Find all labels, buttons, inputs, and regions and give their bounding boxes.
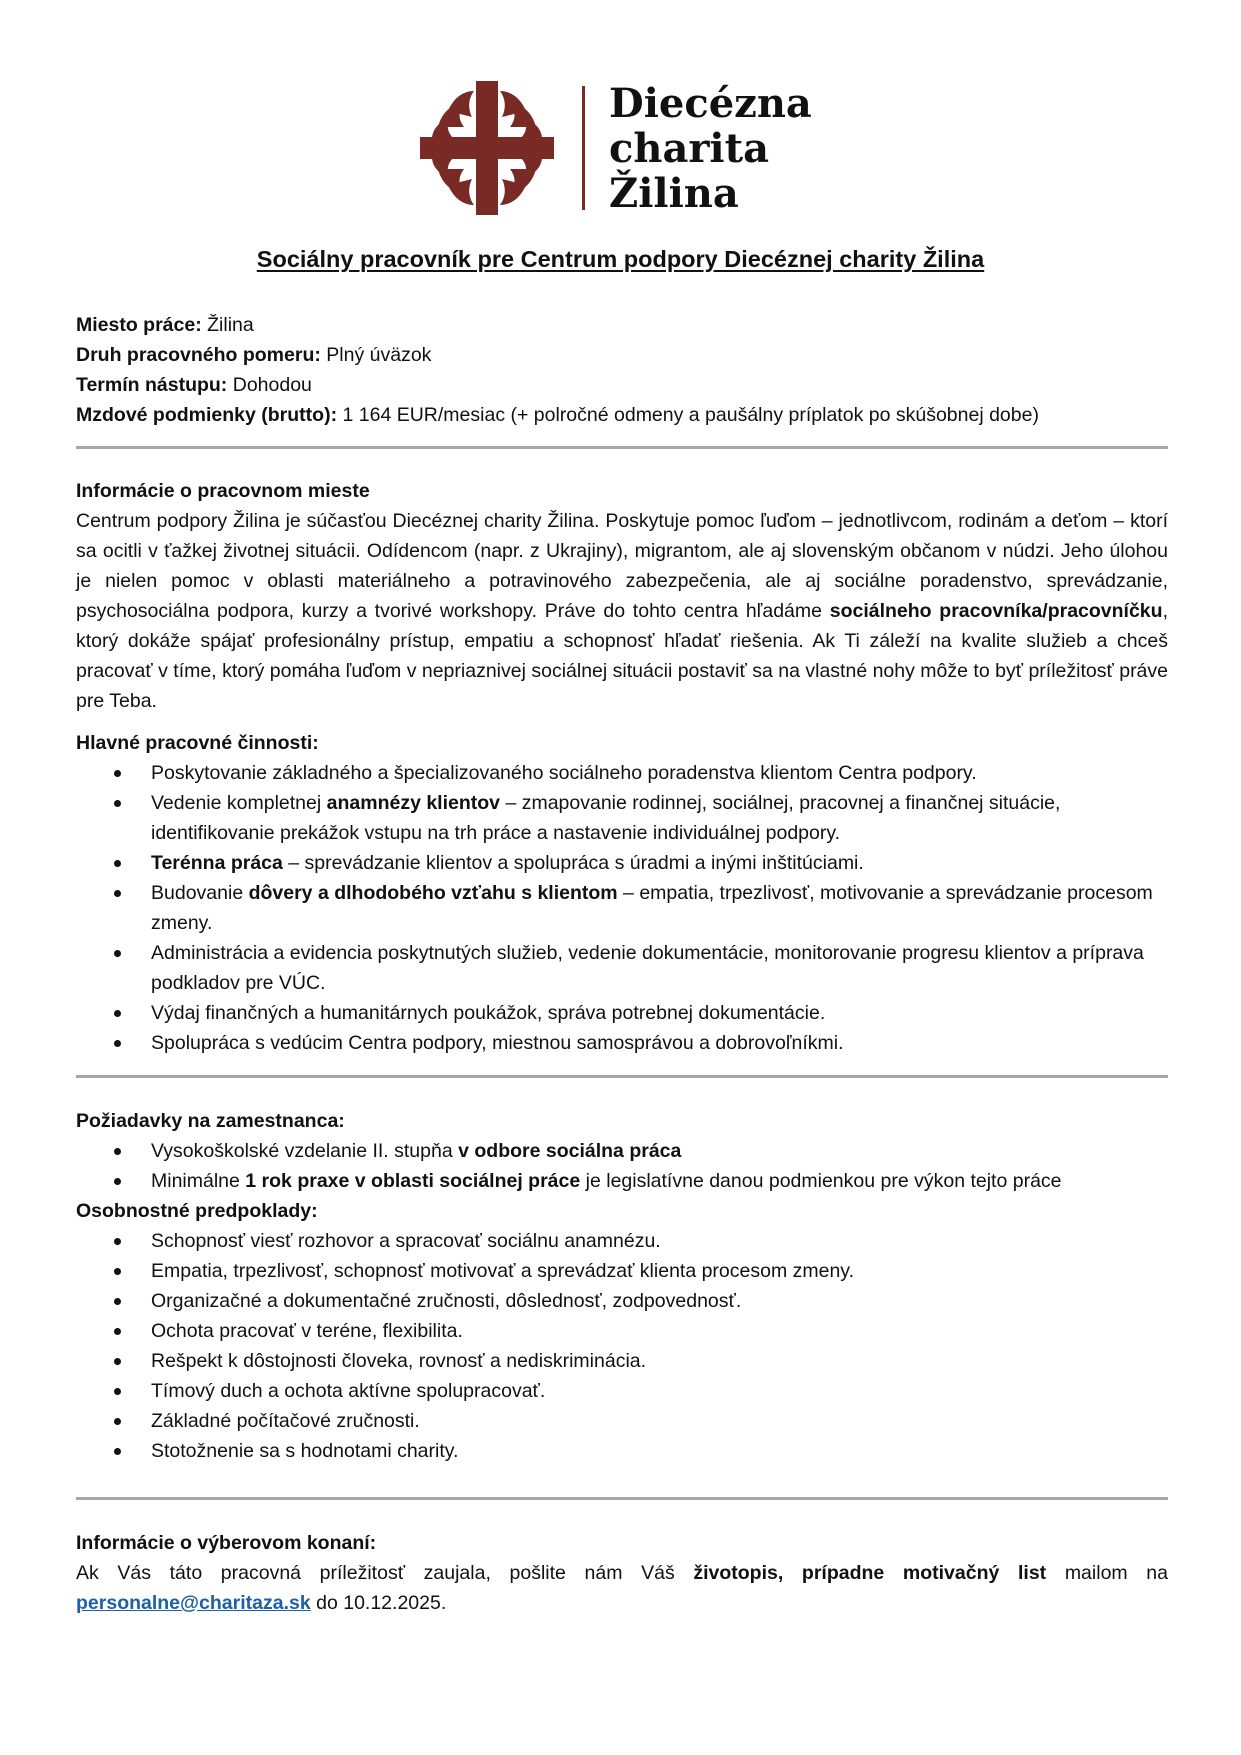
personal-list [76, 1226, 1168, 1466]
bullet-icon [114, 800, 121, 807]
selection-text: Ak Vás táto pracovná príležitosť zaujala, pošlite nám Váš [76, 1562, 694, 1584]
item-text: Poskytovanie základného a špecializovaného sociálneho poradenstva klientom Centra podpory. [151, 762, 977, 784]
list-item [76, 1286, 1168, 1316]
list-item [76, 1136, 1168, 1166]
bullet-icon [114, 1388, 121, 1395]
item-text: Základné počítačové zručnosti. [151, 1410, 420, 1432]
detail-value: 1 164 EUR/mesiac (+ polročné odmeny a paušálny príplatok po skúšobnej dobe) [337, 404, 1039, 426]
logo-divider [582, 86, 585, 210]
item-text: Vysokoškolské vzdelanie II. stupňa [151, 1140, 459, 1162]
list-item [76, 1226, 1168, 1256]
item-text: Rešpekt k dôstojnosti človeka, rovnosť a nediskriminácia. [151, 1350, 647, 1372]
selection-heading: Informácie o výberovom konaní: [76, 1532, 377, 1554]
about-section [76, 476, 1168, 1058]
list-item [76, 878, 1168, 938]
bullet-icon [114, 770, 121, 777]
item-text: Výdaj finančných a humanitárnych poukážok, správa potrebnej dokumentácie. [151, 1002, 826, 1024]
detail-location [76, 310, 1039, 340]
bullet-icon [114, 950, 121, 957]
selection-text: mailom na [1046, 1562, 1168, 1584]
list-item [76, 758, 1168, 788]
detail-value: Plný úväzok [320, 344, 432, 366]
bullet-icon [114, 1178, 121, 1185]
requirements-heading: Požiadavky na zamestnanca: [76, 1110, 345, 1132]
list-item [76, 788, 1168, 848]
bullet-icon [114, 1238, 121, 1245]
duties-heading: Hlavné pracovné činnosti: [76, 732, 319, 754]
item-text: – sprevádzanie klientov a spolupráca s úradmi a inými inštitúciami. [282, 852, 864, 874]
item-highlight: 1 rok praxe v oblasti sociálnej práce [245, 1170, 581, 1192]
duties-list [76, 758, 1168, 1058]
about-heading: Informácie o pracovnom mieste [76, 480, 370, 502]
selection-text: do 10.12.2025. [310, 1592, 447, 1614]
detail-label: Mzdové podmienky (brutto): [76, 404, 338, 426]
list-item [76, 1166, 1168, 1196]
logo-line-3: Žilina [609, 169, 739, 217]
personal-heading: Osobnostné predpoklady: [76, 1200, 318, 1222]
detail-label: Miesto práce: [76, 314, 202, 336]
selection-highlight: životopis, prípadne motivačný list [693, 1562, 1047, 1584]
logo-wordmark [609, 81, 812, 216]
section-divider [76, 446, 1168, 449]
list-item [76, 1376, 1168, 1406]
detail-start-date [76, 370, 1039, 400]
requirements-list [76, 1136, 1168, 1196]
item-text: Ochota pracovať v teréne, flexibilita. [151, 1320, 463, 1342]
bullet-icon [114, 1268, 121, 1275]
item-text: – empatia, trpezlivosť, motivovanie a sprevádzanie procesom zmeny. [151, 882, 1153, 934]
bullet-icon [114, 1148, 121, 1155]
list-item [76, 1256, 1168, 1286]
selection-section [76, 1528, 1168, 1618]
item-highlight: anamnézy klientov [326, 792, 501, 814]
caritas-cross-icon [420, 81, 554, 215]
about-text: , ktorý dokáže spájať profesionálny prístup, empatiu a schopnosť hľadať riešenia. Ak Ti záleží na kvalite služieb a chceš pracovať v tíme, ktorý pomáha ľuďom v nepriaznivej sociálnej situácii postaviť sa na vlastné nohy môže to byť príležitosť práve pre Teba. [76, 600, 1168, 712]
item-text: – zmapovanie rodinnej, sociálnej, pracovnej a finančnej situácie, identifikovanie prekážok vstupu na trh práce a nastavenie individuálnej podpory. [151, 792, 1061, 844]
item-text: Empatia, trpezlivosť, schopnosť motivovať a sprevádzať klienta procesom zmeny. [151, 1260, 855, 1282]
requirements-section [76, 1106, 1168, 1466]
section-divider [76, 1497, 1168, 1500]
detail-label: Druh pracovného pomeru: [76, 344, 321, 366]
item-text: Vedenie kompletnej [151, 792, 327, 814]
job-details [76, 310, 1039, 430]
item-highlight: Terénna práca [151, 852, 283, 874]
about-highlight: sociálneho pracovníka/pracovníčku [829, 600, 1163, 622]
list-item [76, 1346, 1168, 1376]
detail-value: Žilina [201, 314, 254, 336]
about-paragraph [76, 506, 1168, 716]
item-text: Minimálne [151, 1170, 246, 1192]
bullet-icon [114, 1328, 121, 1335]
detail-label: Termín nástupu: [76, 374, 228, 396]
list-item [76, 848, 1168, 878]
logo-line-2: charita [609, 124, 770, 172]
selection-paragraph [76, 1558, 1168, 1618]
list-item [76, 938, 1168, 998]
detail-salary [76, 400, 1039, 430]
item-text: Administrácia a evidencia poskytnutých služieb, vedenie dokumentácie, monitorovanie progresu klientov a príprava podkladov pre VÚC. [151, 942, 1144, 994]
detail-value: Dohodou [227, 374, 312, 396]
list-item [76, 1316, 1168, 1346]
email-link[interactable]: personalne@charitaza.sk [76, 1592, 311, 1614]
bullet-icon [114, 1448, 121, 1455]
item-text: je legislatívne danou podmienkou pre výkon tejto práce [580, 1170, 1062, 1192]
logo [420, 78, 820, 218]
item-text: Stotožnenie sa s hodnotami charity. [151, 1440, 459, 1462]
item-text: Tímový duch a ochota aktívne spolupracovať. [151, 1380, 546, 1402]
item-text: Spolupráca s vedúcim Centra podpory, miestnou samosprávou a dobrovoľníkmi. [151, 1032, 844, 1054]
item-text: Schopnosť viesť rozhovor a spracovať sociálnu anamnézu. [151, 1230, 661, 1252]
logo-line-1: Diecézna [609, 79, 812, 127]
bullet-icon [114, 890, 121, 897]
bullet-icon [114, 1040, 121, 1047]
section-divider [76, 1075, 1168, 1078]
list-item [76, 1406, 1168, 1436]
bullet-icon [114, 1010, 121, 1017]
bullet-icon [114, 1298, 121, 1305]
list-item [76, 998, 1168, 1028]
page-title: Sociálny pracovník pre Centrum podpory Diecéznej charity Žilina [256, 246, 985, 272]
list-item [76, 1028, 1168, 1058]
item-highlight: v odbore sociálna práca [458, 1140, 682, 1162]
item-highlight: dôvery a dlhodobého vzťahu s klientom [248, 882, 618, 904]
bullet-icon [114, 1418, 121, 1425]
item-text: Organizačné a dokumentačné zručnosti, dôslednosť, zodpovednosť. [151, 1290, 742, 1312]
detail-employment-type [76, 340, 1039, 370]
about-text: Centrum podpory Žilina je súčasťou Diecéznej charity Žilina. Poskytuje pomoc ľuďom – jednotlivcom, rodinám a deťom – ktorí sa ocitli v ťažkej životnej situácii. Odídencom (napr. z Ukrajiny), migrantom, ale aj slovenským občanom v núdzi. Jeho úlohou je nielen pomoc v oblasti materiálneho a potravinového zabezpečenia, ale aj sociálne poradenstvo, sprevádzanie, psychosociálna podpora, kurzy a tvorivé workshopy. Práve do tohto centra hľadáme [76, 510, 1168, 622]
list-item [76, 1436, 1168, 1466]
bullet-icon [114, 860, 121, 867]
bullet-icon [114, 1358, 121, 1365]
item-text: Budovanie [151, 882, 249, 904]
